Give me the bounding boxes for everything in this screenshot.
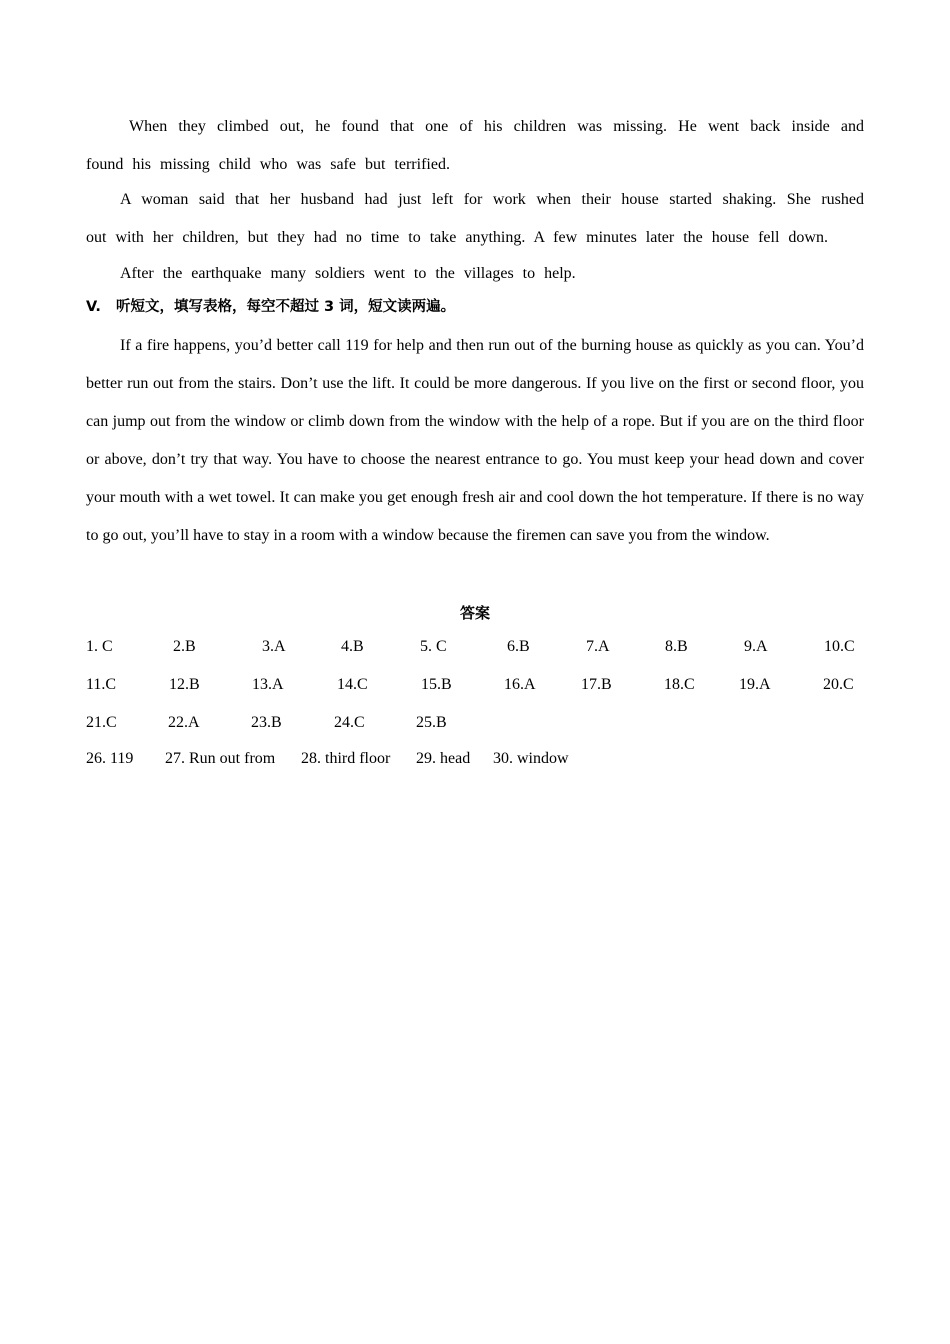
answer-item: 7.A: [586, 638, 610, 655]
section-number: V.: [86, 299, 101, 315]
answer-item: 25.B: [416, 714, 447, 731]
answer-item: 3.A: [262, 638, 286, 655]
answer-item: 8.B: [665, 638, 688, 655]
document-page: [86, 108, 864, 771]
answer-item: 12.B: [169, 676, 200, 693]
answer-item: 27. Run out from: [165, 750, 276, 767]
answer-item: 2.B: [173, 638, 196, 655]
answer-item: 26. 119: [86, 750, 134, 767]
answer-item: 19.A: [739, 676, 771, 693]
answer-item: 14.C: [337, 676, 368, 693]
paragraph-3: After the earthquake many soldiers went to the villages to help.: [120, 265, 576, 282]
answer-item: 11.C: [86, 676, 117, 693]
answer-row-2: [86, 673, 864, 711]
answer-row-1: [86, 635, 864, 673]
answer-item: 17.B: [581, 676, 612, 693]
answer-item: 28. third floor: [301, 750, 391, 767]
answer-item: 21.C: [86, 714, 117, 731]
answer-item: 24.C: [334, 714, 365, 731]
answer-item: 6.B: [507, 638, 530, 655]
section-v-heading: [86, 297, 864, 317]
answer-item: 16.A: [504, 676, 536, 693]
paragraph-2: A woman said that her husband had just left for work when their house started shaking. She rushed out with her children, but they had no time to take anything. A few minutes later the house fell down.: [86, 191, 864, 246]
answer-item: 22.A: [168, 714, 200, 731]
answer-row-4: [86, 747, 864, 771]
answer-row-3: [86, 711, 864, 749]
answer-item: 9.A: [744, 638, 768, 655]
listening-passage: If a fire happens, you’d better call 119 for help and then run out of the burning house as quickly as you can. You’d better run out from the stairs. Don’t use the lift. It could be more dangerous. If you live on the first or second floor, you can jump out from the window or climb down from the window with the help of a rope. But if you are on the third floor or above, don’t try that way. You have to choose the nearest entrance to go. You must keep your head down and cover your mouth with a wet towel. It can make you get enough fresh air and cool down the hot temperature. If there is no way to go out, you’ll have to stay in a room with a window because the firemen can save you from the window.: [86, 337, 864, 544]
answer-item: 4.B: [341, 638, 364, 655]
answer-title: 答案: [459, 604, 490, 622]
answer-item: 1. C: [86, 638, 113, 655]
answer-item: 29. head: [416, 750, 471, 767]
section-instruction: 听短文，填写表格，每空不超过 3 词，短文读两遍。: [116, 299, 456, 315]
paragraph-1: When they climbed out, he found that one of his children was missing. He went back inside and found his missing child who was safe but terrified.: [86, 118, 864, 173]
answer-item: 20.C: [823, 676, 854, 693]
answer-item: 10.C: [824, 638, 855, 655]
answer-item: 30. window: [493, 750, 569, 767]
answer-key: [86, 635, 864, 771]
answer-item: 23.B: [251, 714, 282, 731]
answer-item: 13.A: [252, 676, 284, 693]
answer-item: 18.C: [664, 676, 695, 693]
answer-item: 15.B: [421, 676, 452, 693]
answer-item: 5. C: [420, 638, 447, 655]
